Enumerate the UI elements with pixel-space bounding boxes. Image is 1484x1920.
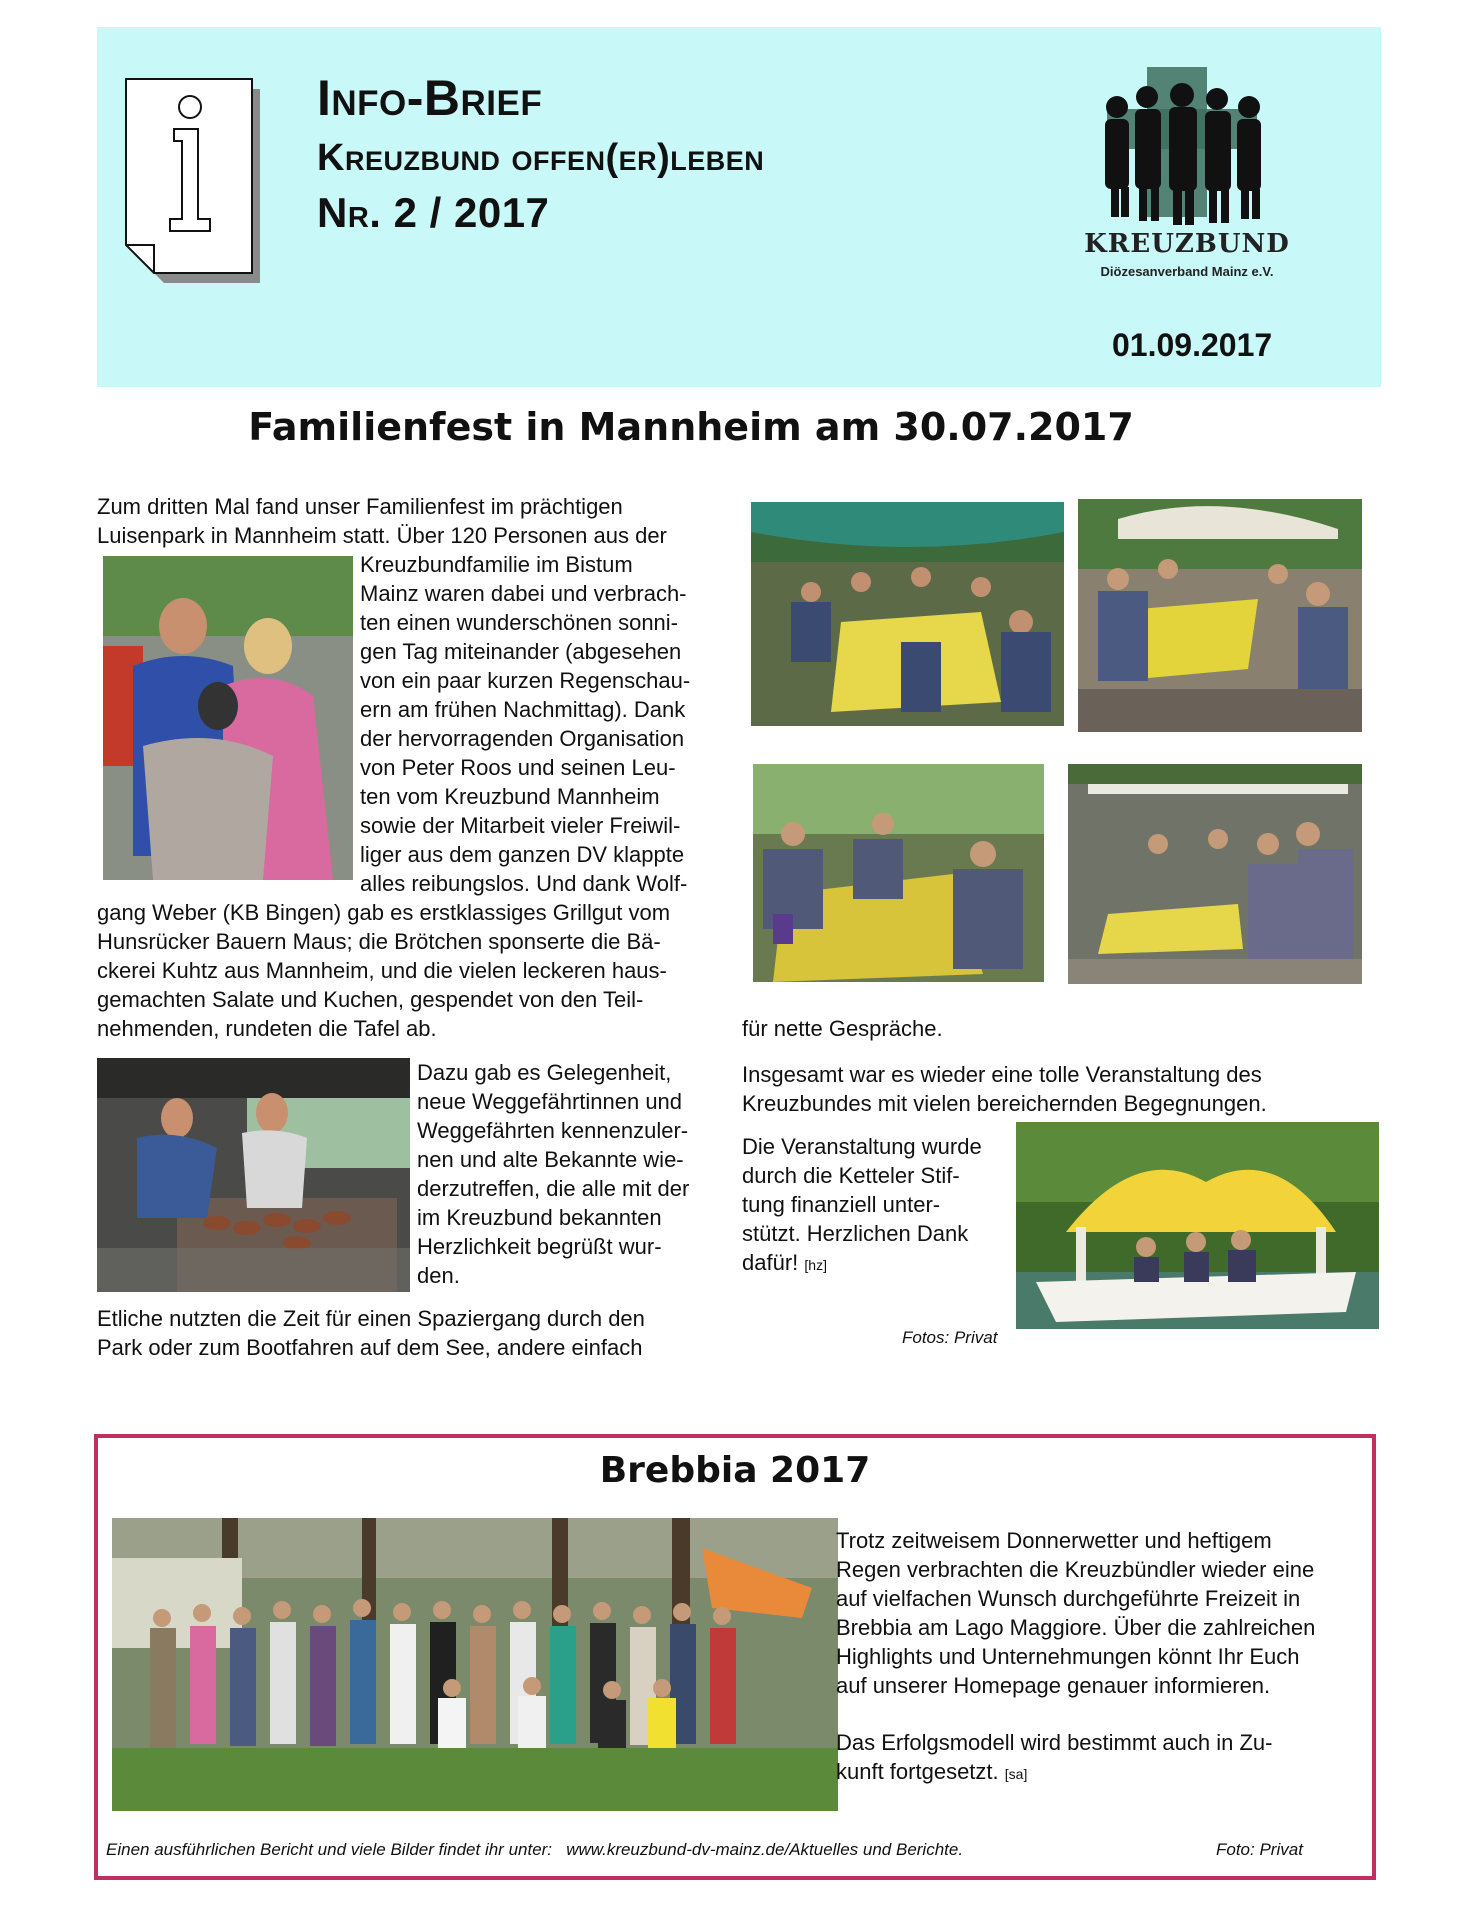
text-line: liger aus dem ganzen DV klappte: [360, 842, 685, 867]
article2-text: [836, 1526, 1376, 1700]
photo-tables-3: [753, 764, 1044, 982]
logo-name: KREUZBUND: [1084, 229, 1290, 259]
text-line: Insgesamt war es wieder eine tolle Veranstaltung des: [742, 1062, 1262, 1087]
text-line: Park oder zum Bootfahren auf dem See, andere einfach: [97, 1335, 643, 1360]
photo-credit: Foto: Privat: [1216, 1840, 1303, 1859]
text-line: Etliche nutzten die Zeit für einen Spaziergang durch den: [97, 1306, 645, 1331]
author-tag: [sa]: [1004, 1766, 1028, 1782]
text-line: kunft fortgesetzt.: [836, 1759, 999, 1784]
text-line: nen und alte Bekannte wie-: [417, 1147, 684, 1172]
photo-tables-2: [1078, 499, 1362, 732]
newsletter-subtitle: Kreuzbund offen(er)leben: [317, 137, 765, 179]
newsletter-title: Info-Brief: [317, 70, 543, 126]
article1-intro: [97, 492, 717, 550]
text-line: Die Veranstaltung wurde: [742, 1134, 982, 1159]
text-line: der hervorragenden Organisation: [360, 726, 685, 751]
issue-number: Nr. 2 / 2017: [317, 189, 550, 236]
article1-continued: für nette Gespräche.: [742, 1016, 943, 1041]
text-line: Kreuzbundfamilie im Bistum: [360, 552, 633, 577]
text-line: ern am frühen Nachmittag). Dank: [360, 697, 686, 722]
text-line: gemachten Salate und Kuchen, gespendet von den Teil-: [97, 987, 644, 1012]
issue-date: 01.09.2017: [1112, 327, 1273, 363]
article-box-brebbia: [94, 1434, 1376, 1880]
text-line: ten einen wunderschönen sonni-: [360, 610, 679, 635]
text-line: Zum dritten Mal fand unser Familienfest im prächtigen: [97, 494, 623, 519]
text-line: dafür!: [742, 1250, 799, 1275]
text-line: gang Weber (KB Bingen) gab es erstklassiges Grillgut vom: [97, 900, 671, 925]
logo-subtitle: Diözesanverband Mainz e.V.: [1100, 264, 1274, 279]
article1-after-photo: [97, 898, 737, 1043]
info-document-icon: [124, 77, 264, 287]
text-line: auf unserer Homepage genauer informieren.: [836, 1673, 1271, 1698]
photo-grill: [97, 1058, 410, 1292]
kreuzbund-logo: [1077, 67, 1297, 247]
text-line: Das Erfolgsmodell wird bestimmt auch in Zu-: [836, 1730, 1273, 1755]
text-line: Dazu gab es Gelegenheit,: [417, 1060, 672, 1085]
header-banner: [97, 27, 1381, 387]
text-line: ckerei Kuhtz aus Mannheim, und die vielen leckeren haus-: [97, 958, 667, 983]
text-line: nehmenden, rundeten die Tafel ab.: [97, 1016, 437, 1041]
text-line: Herzlichkeit begrüßt wur-: [417, 1234, 662, 1259]
article1-thanks: [742, 1132, 1012, 1280]
author-tag: [hz]: [804, 1257, 827, 1273]
article1-summary: [742, 1060, 1382, 1118]
photo-pedal-boat: [1016, 1122, 1379, 1329]
photo-tables-4: [1068, 764, 1362, 984]
text-line: Weggefährten kennenzuler-: [417, 1118, 689, 1143]
text-line: den.: [417, 1263, 460, 1288]
article1-beside-grill: [417, 1058, 737, 1290]
text-line: Regen verbrachten die Kreuzbündler wieder eine: [836, 1557, 1315, 1582]
article1-beside-photo: [360, 550, 730, 898]
text-line: durch die Ketteler Stif-: [742, 1163, 960, 1188]
article2-outlook: [836, 1728, 1376, 1789]
text-line: tung finanziell unter-: [742, 1192, 941, 1217]
text-line: Hunsrücker Bauern Maus; die Brötchen sponserte die Bä-: [97, 929, 661, 954]
text-line: Kreuzbundes mit vielen bereichernden Begegnungen.: [742, 1091, 1267, 1116]
article1-walk: [97, 1304, 757, 1362]
photo-tables-1: [751, 502, 1064, 726]
text-line: derzutreffen, die alle mit der: [417, 1176, 690, 1201]
photo-credit: Fotos: Privat: [902, 1328, 998, 1347]
text-line: ten vom Kreuzbund Mannheim: [360, 784, 660, 809]
text-line: Highlights und Unternehmungen könnt Ihr Euch: [836, 1644, 1300, 1669]
text-line: im Kreuzbund bekannten: [417, 1205, 662, 1230]
text-line: gen Tag miteinander (abgesehen: [360, 639, 682, 664]
article-title-brebbia: Brebbia 2017: [599, 1450, 871, 1491]
text-line: stützt. Herzlichen Dank: [742, 1221, 969, 1246]
text-line: Trotz zeitweisem Donnerwetter und heftigem: [836, 1528, 1272, 1553]
text-line: auf vielfachen Wunsch durchgeführte Freizeit in: [836, 1586, 1301, 1611]
text-line: alles reibungslos. Und dank Wolf-: [360, 871, 688, 896]
text-line: von Peter Roos und seinen Leu-: [360, 755, 676, 780]
photo-group-brebbia: [112, 1518, 838, 1811]
text-line: neue Weggefährtinnen und: [417, 1089, 683, 1114]
text-line: von ein paar kurzen Regenschau-: [360, 668, 691, 693]
text-line: Luisenpark in Mannheim statt. Über 120 Personen aus der: [97, 523, 667, 548]
footer-note: Einen ausführlichen Bericht und viele Bilder findet ihr unter: www.kreuzbund-dv-mainz.de/Aktuelles und Berichte.: [106, 1840, 964, 1859]
article-title-familienfest: Familienfest in Mannheim am 30.07.2017: [248, 405, 1134, 449]
text-line: sowie der Mitarbeit vieler Freiwil-: [360, 813, 681, 838]
text-line: Mainz waren dabei und verbrach-: [360, 581, 687, 606]
text-line: Brebbia am Lago Maggiore. Über die zahlreichen: [836, 1615, 1316, 1640]
photo-greeting: [103, 556, 353, 880]
